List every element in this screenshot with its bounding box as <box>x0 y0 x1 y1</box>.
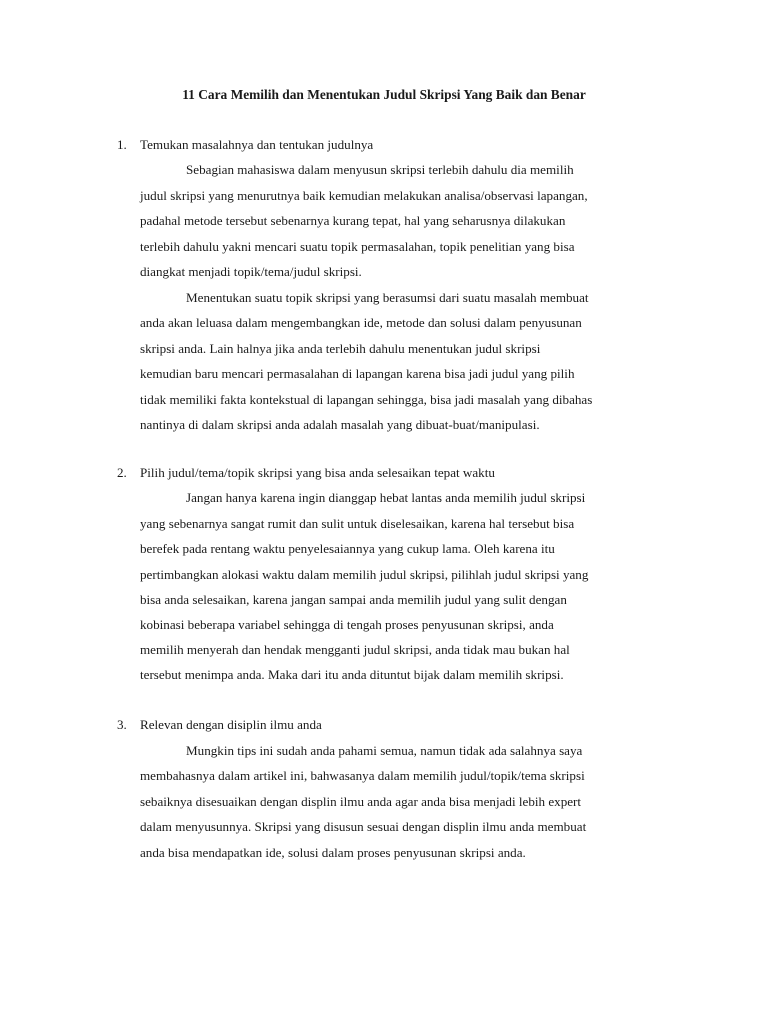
paragraph-line: tersebut menimpa anda. Maka dari itu anda dituntut bijak dalam memilih skripsi. <box>140 667 564 682</box>
paragraph-line: diangkat menjadi topik/tema/judul skripsi. <box>140 264 362 279</box>
paragraph-line: yang sebenarnya sangat rumit dan sulit untuk diselesaikan, karena hal tersebut bisa <box>140 516 575 531</box>
paragraph-line: berefek pada rentang waktu penyelesaiannya yang cukup lama. Oleh karena itu <box>140 541 555 556</box>
paragraph-line: sebaiknya disesuaikan dengan displin ilmu anda agar anda bisa menjadi lebih expert <box>140 794 582 809</box>
paragraph-line: skripsi anda. Lain halnya jika anda terlebih dahulu menentukan judul skripsi <box>140 341 541 356</box>
paragraph-line: padahal metode tersebut sebenarnya kurang tepat, hal yang seharusnya dilakukan <box>140 213 566 228</box>
paragraph-line: kobinasi beberapa variabel sehingga di tengah proses penyusunan skripsi, anda <box>140 617 554 632</box>
section-heading: Relevan dengan disiplin ilmu anda <box>140 717 322 732</box>
paragraph-line: kemudian baru mencari permasalahan di lapangan karena bisa jadi judul yang pilih <box>140 366 575 381</box>
paragraph-line: pertimbangkan alokasi waktu dalam memilih judul skripsi, pilihlah judul skripsi yang <box>140 567 589 582</box>
section-heading: Temukan masalahnya dan tentukan judulnya <box>140 137 374 152</box>
paragraph-line: memilih menyerah dan hendak mengganti judul skripsi, anda tidak mau bukan hal <box>140 642 570 657</box>
paragraph-line: membahasnya dalam artikel ini, bahwasanya dalam memilih judul/topik/tema skripsi <box>140 768 585 783</box>
paragraph-line: Mungkin tips ini sudah anda pahami semua, namun tidak ada salahnya saya <box>186 743 583 758</box>
section-number: 1. <box>117 137 127 152</box>
paragraph-line: dalam menyusunnya. Skripsi yang disusun sesuai dengan displin ilmu anda membuat <box>140 819 587 834</box>
paragraph-line: Sebagian mahasiswa dalam menyusun skripsi terlebih dahulu dia memilih <box>186 162 574 177</box>
section-heading: Pilih judul/tema/topik skripsi yang bisa anda selesaikan tepat waktu <box>140 465 495 480</box>
paragraph-line: Jangan hanya karena ingin dianggap hebat lantas anda memilih judul skripsi <box>186 490 586 505</box>
paragraph-line: Menentukan suatu topik skripsi yang berasumsi dari suatu masalah membuat <box>186 290 589 305</box>
paragraph-line: anda bisa mendapatkan ide, solusi dalam proses penyusunan skripsi anda. <box>140 845 526 860</box>
paragraph-line: nantinya di dalam skripsi anda adalah masalah yang dibuat-buat/manipulasi. <box>140 417 540 432</box>
paragraph-line: tidak memiliki fakta kontekstual di lapangan sehingga, bisa jadi masalah yang dibahas <box>140 392 593 407</box>
paragraph-line: terlebih dahulu yakni mencari suatu topik permasalahan, topik penelitian yang bisa <box>140 239 575 254</box>
section-number: 3. <box>117 717 127 732</box>
section-number: 2. <box>117 465 127 480</box>
page-title: 11 Cara Memilih dan Menentukan Judul Skripsi Yang Baik dan Benar <box>182 87 586 102</box>
paragraph-line: anda akan leluasa dalam mengembangkan ide, metode dan solusi dalam penyusunan <box>140 315 582 330</box>
paragraph-line: judul skripsi yang menurutnya baik kemudian melakukan analisa/observasi lapangan, <box>140 188 588 203</box>
paragraph-line: bisa anda selesaikan, karena jangan sampai anda memilih judul yang sulit dengan <box>140 592 567 607</box>
